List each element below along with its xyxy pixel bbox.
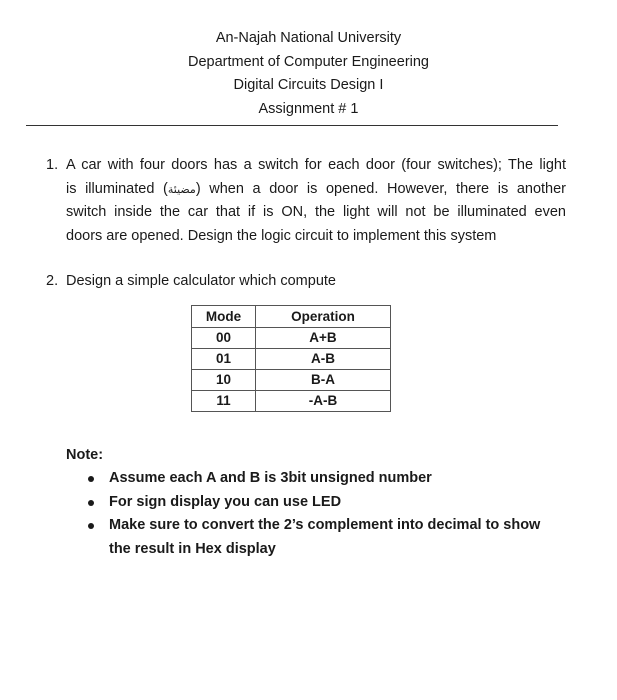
list-item — [88, 491, 558, 515]
question-1-line-1: A car with four doors has a switch for each door (four switches); The light — [66, 157, 566, 173]
table-header-operation: Operation — [256, 306, 391, 328]
table-cell-mode: 00 — [192, 328, 256, 349]
operation-table — [191, 305, 391, 412]
university-name: An-Najah National University — [215, 30, 402, 46]
question-1-line-3: switch inside the car that if is ON, the light will not be illuminated even — [66, 204, 566, 220]
department-name: Department of Computer Engineering — [188, 53, 429, 70]
course-title: Digital Circuits Design I — [233, 77, 384, 93]
table-cell-mode: 01 — [192, 349, 256, 370]
question-1-line-2-start: is illuminated ( — [66, 180, 168, 197]
table-cell-operation: A+B — [256, 328, 391, 349]
question-2-number: 2. — [46, 273, 59, 289]
bullet-icon — [88, 476, 94, 482]
question-1-line-2-end: ) when a door is opened. However, there is another — [195, 180, 566, 197]
note-bullet-text: For sign display you can use LED — [109, 493, 342, 510]
list-item — [88, 514, 558, 561]
table-cell-operation: B-A — [256, 370, 391, 391]
list-item — [88, 467, 558, 491]
question-1-text — [66, 154, 566, 248]
bullet-icon — [88, 523, 94, 529]
table-header-row — [192, 306, 391, 328]
note-bullet-text: Assume each A and B is 3bit unsigned number — [109, 470, 432, 486]
note-bullet-text: Make sure to convert the 2’s complement into decimal to show the result in Hex display — [109, 517, 541, 557]
assignment-title: Assignment # 1 — [258, 100, 359, 117]
table-header-mode: Mode — [192, 306, 256, 328]
table-cell-operation: A-B — [256, 349, 391, 370]
bullet-icon — [88, 500, 94, 506]
table-cell-operation: -A-B — [256, 391, 391, 412]
question-2-text: Design a simple calculator which compute — [66, 273, 336, 289]
header-divider — [26, 125, 558, 126]
question-1 — [46, 154, 566, 248]
table-row — [192, 391, 391, 412]
table-row — [192, 328, 391, 349]
table-row — [192, 349, 391, 370]
table-cell-mode: 10 — [192, 370, 256, 391]
note-title: Note: — [66, 447, 104, 463]
question-2 — [46, 270, 566, 294]
question-1-number: 1. — [46, 157, 59, 173]
question-1-line-2 — [66, 178, 566, 202]
table-cell-mode: 11 — [192, 391, 256, 412]
table-row — [192, 370, 391, 391]
note-bullet-list — [88, 467, 558, 561]
document-header — [0, 27, 617, 121]
question-1-line-4: doors are opened. Design the logic circuit to implement this system — [66, 227, 497, 244]
arabic-term-illuminated: مضيئة — [167, 182, 196, 196]
